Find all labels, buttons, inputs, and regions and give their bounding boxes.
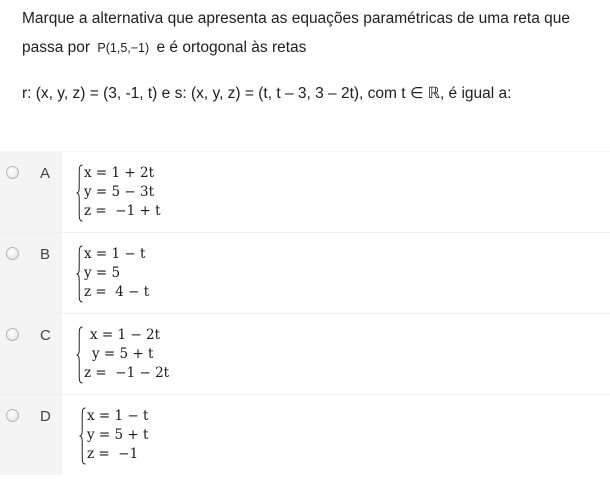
option-c[interactable] [0, 313, 610, 394]
option-d[interactable] [0, 394, 610, 475]
equation-x: x = 1 + 2t [84, 165, 155, 181]
answer-options [0, 151, 610, 475]
question-line-2-start: passa por [22, 39, 91, 56]
equation-y: y = 5 − 3t [84, 184, 155, 200]
equation-z: z = −1 − 2t [84, 365, 170, 381]
option-gutter [0, 233, 62, 313]
left-brace-icon [76, 164, 83, 222]
radio-button-a[interactable] [6, 166, 19, 179]
point-label: P(1,5,−1) [97, 41, 150, 55]
question-line-2-end: e é ortogonal às retas [156, 39, 307, 56]
question-text [22, 4, 608, 108]
option-letter: B [40, 246, 51, 263]
radio-button-d[interactable] [6, 409, 19, 422]
left-brace-icon [79, 407, 86, 465]
option-b[interactable] [0, 232, 610, 313]
option-letter: D [40, 408, 51, 425]
equation-z: z = −1 [87, 446, 139, 462]
radio-button-c[interactable] [6, 328, 19, 341]
question-line-3: r: (x, y, z) = (3, -1, t) e s: (x, y, z) = (t, t – 3, 3 – 2t), com t ∈ ℝ, é igual a: [22, 85, 512, 102]
equation-x: x = 1 − t [84, 246, 146, 262]
equation-z: z = 4 − t [84, 284, 150, 300]
option-gutter [0, 395, 62, 475]
left-brace-icon [76, 245, 83, 303]
option-gutter [0, 152, 62, 232]
option-letter: C [40, 327, 51, 344]
radio-button-b[interactable] [6, 247, 19, 260]
equation-z: z = −1 + t [84, 203, 161, 219]
left-brace-icon [76, 326, 83, 384]
question-line-1: Marque a alternativa que apresenta as equações paramétricas de uma reta que [22, 10, 571, 27]
equation-y: y = 5 + t [87, 427, 149, 443]
option-a[interactable] [0, 151, 610, 232]
option-letter: A [40, 165, 51, 182]
question-line-2 [22, 33, 608, 63]
equation-x: x = 1 − t [87, 408, 149, 424]
equation-y: y = 5 + t [92, 346, 154, 362]
equation-x: x = 1 − 2t [90, 327, 161, 343]
option-gutter [0, 314, 62, 394]
equation-y: y = 5 [84, 265, 121, 281]
